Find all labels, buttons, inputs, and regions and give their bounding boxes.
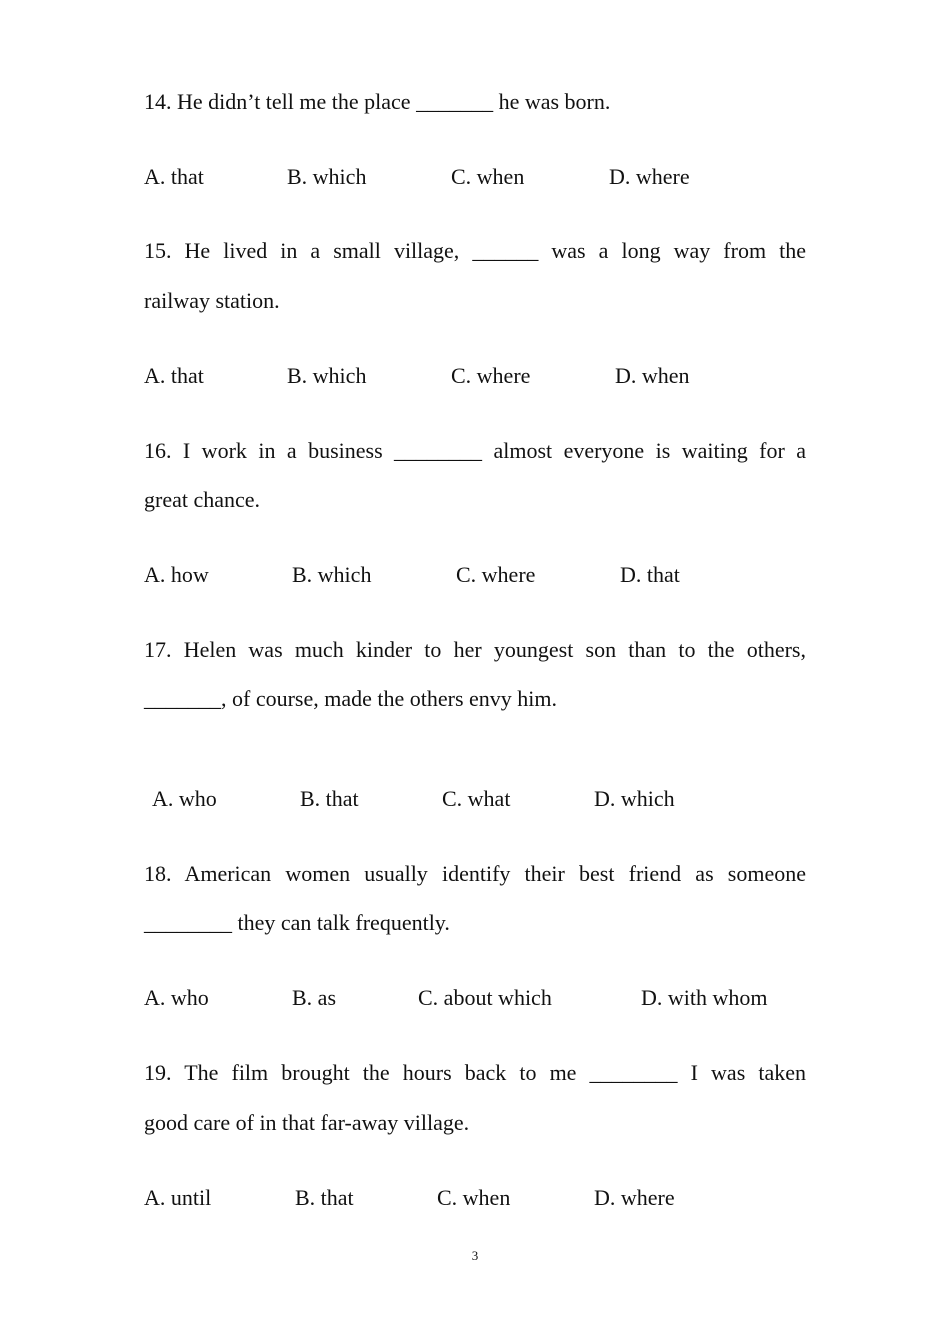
question-18-line-2: ________ they can talk frequently.	[144, 910, 450, 935]
question-16-line-1: 16. I work in a business ________ almost everyone is waiting for a	[144, 438, 806, 463]
question-17-line-2: _______, of course, made the others envy him.	[144, 686, 558, 711]
question-19-option-b: B. that	[295, 1185, 354, 1210]
question-15-option-a: A. that	[144, 363, 204, 388]
question-14-option-b: B. which	[287, 164, 367, 189]
question-17-option-c: C. what	[442, 786, 511, 811]
question-14-line-1: 14. He didn’t tell me the place _______ he was born.	[144, 89, 611, 114]
page-number: 3	[471, 1248, 479, 1263]
question-17-option-b: B. that	[300, 786, 359, 811]
question-16-option-d: D. that	[620, 562, 680, 587]
question-18-option-c: C. about which	[418, 985, 552, 1010]
question-19-option-d: D. where	[594, 1185, 675, 1210]
question-15-option-d: D. when	[615, 363, 690, 388]
question-15-line-2: railway station.	[144, 288, 280, 313]
question-15-option-c: C. where	[451, 363, 531, 388]
question-17-line-1: 17. Helen was much kinder to her youngest son than to the others,	[144, 637, 806, 662]
question-19-line-1: 19. The film brought the hours back to me ________ I was taken	[144, 1060, 806, 1085]
question-19-option-c: C. when	[437, 1185, 511, 1210]
question-19-option-a: A. until	[144, 1185, 212, 1210]
question-18-line-1: 18. American women usually identify their best friend as someone	[144, 861, 806, 886]
question-17-option-a: A. who	[152, 786, 217, 811]
question-16-option-b: B. which	[292, 562, 372, 587]
question-18-option-d: D. with whom	[641, 985, 768, 1010]
question-14-option-c: C. when	[451, 164, 525, 189]
question-15-line-1: 15. He lived in a small village, ______ was a long way from the	[144, 238, 806, 263]
question-14-option-d: D. where	[609, 164, 690, 189]
question-14-option-a: A. that	[144, 164, 204, 189]
question-16-line-2: great chance.	[144, 487, 261, 512]
question-16-option-a: A. how	[144, 562, 209, 587]
question-16-option-c: C. where	[456, 562, 536, 587]
question-15-option-b: B. which	[287, 363, 367, 388]
question-17-option-d: D. which	[594, 786, 675, 811]
question-19-line-2: good care of in that far-away village.	[144, 1110, 470, 1135]
question-18-option-a: A. who	[144, 985, 209, 1010]
question-18-option-b: B. as	[292, 985, 336, 1010]
